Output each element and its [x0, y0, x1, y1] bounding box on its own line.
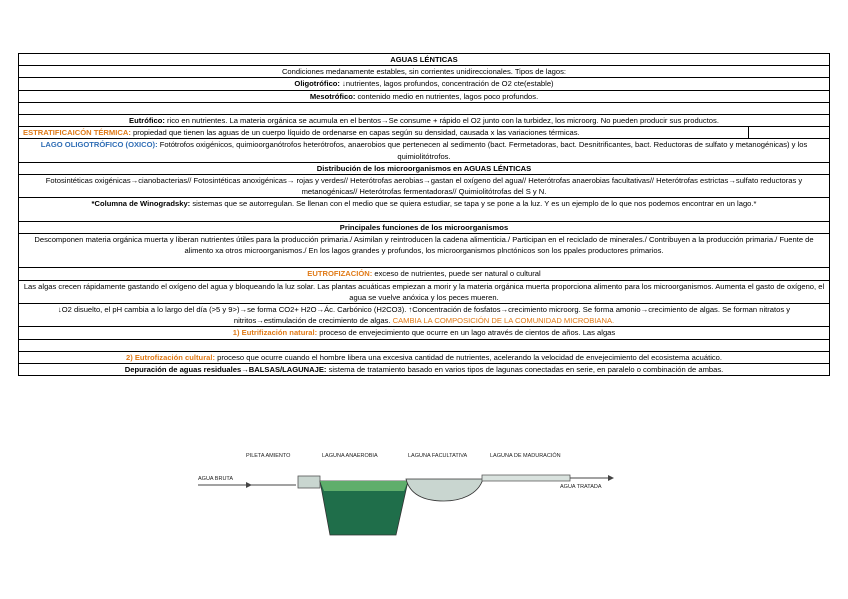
inflow-arrow [246, 482, 252, 488]
spacer-row-2 [19, 340, 829, 352]
label-pileta: PILETA AMIENTO [246, 453, 291, 459]
algas-row: Las algas crecen rápidamente gastando el oxígeno del agua y bloqueando la luz solar. Las plantas acuáticas empiezan a morir y la materia orgánica muerta proporciona alimento para los microorganismos. Aumenta el gasto de oxígeno, el agua se vuelve anóxica y los peces mueren. [19, 281, 829, 304]
label-agua-bruta: AGUA BRUTA [198, 476, 234, 482]
eut-cultural-row: 2) Eutrofización cultural: proceso que ocurre cuando el hombre libera una excesiva cantidad de nutrientes, acelerando la velocidad de envejecimiento del ecosistema acuático. [19, 352, 829, 364]
oligotrofico-row: Oligotrófico: ↓nutrientes, lagos profundos, concentración de O2 cte(estable) [19, 78, 829, 90]
estratificacion-row: ESTRATIFICAICÓN TÉRMICA: propiedad que tienen las aguas de un cuerpo líquido de ordenarse en capas según su densidad, causada x las variaciones térmicas. [19, 127, 829, 139]
mesotrofico-row: Mesotrófico: contenido medio en nutrientes, lagos poco profundos. [19, 91, 829, 103]
notes-table [18, 53, 830, 376]
lagoon-diagram [198, 451, 618, 546]
lagoon-diagram-svg [198, 451, 618, 546]
eutrofizacion-row: EUTROFIZACIÓN: exceso de nutrientes, puede ser natural o cultural [19, 268, 829, 280]
label-maduracion: LAGUNA DE MADURACIÓN [490, 453, 561, 459]
facultative-lagoon [406, 479, 483, 501]
distribucion-title-row: Distribución de los microorganismos en AGUAS LÉNTICAS [19, 163, 829, 175]
funciones-title-row: Principales funciones de los microorganismos [19, 222, 829, 234]
depuracion-row: Depuración de aguas residuales→BALSAS/LAGUNAJE: sistema de tratamiento basado en varios tipos de lagunas conectadas en serie, en paralelo o combinación de ambas. [124, 364, 724, 374]
label-agua-tratada: AGUA TRATADA [560, 484, 602, 490]
spacer-row [19, 103, 829, 115]
page-title: AGUAS LÉNTICAS [390, 55, 458, 64]
lago-oligo-row: LAGO OLIGOTRÓFICO (OXICO): Fotótrofos oxigénicos, quimioorganótrofos heterótrofos, anaerobios que pertenecen al sedimento (bact. Fermetadoras, bact. Desnitrificantes, bact. Reductoras de sulfato y metanogénicas) y los quimiolitótrofos. [19, 139, 829, 162]
pileta-basin [298, 476, 320, 488]
eut-natural-row: 1) Eutrifización natural: proceso de envejecimiento que ocurre en un lago através de cientos de años. Las algas [19, 327, 829, 339]
conditions-row: Condiciones medanamente estables, sin corrientes unidireccionales. Tipos de lagos: [19, 66, 829, 78]
funciones-row: Descomponen materia orgánica muerta y liberan nutrientes útiles para la producción primaria./ Asimilan y reintroducen la cadena alimenticia./ Participan en el reciclado de minerales./ Contribuyen a la producción primaria./ Fuente de alimento xa otros microorganismos./ En los lagos grandes y profundos, los microorganismos plnctónicos son los ppales productores primarios. [19, 234, 829, 269]
title-row [19, 54, 829, 66]
label-anaerobia: LAGUNA ANAEROBIA [322, 453, 378, 459]
winogradsky-row: *Columna de Winogradsky: sistemas que se autorregulan. Se llenan con el medio que se quiera estudiar, se tapa y se pone a la luz. Y es un ejemplo de lo que nos podemos encontrar en un lago.* [19, 198, 829, 221]
o2-row: ↓O2 disuelto, el pH cambia a lo largo del día (>5 y 9>)→se forma CO2+ H2O→Ác. Carbónico (H2CO3). ↑Concentración de fosfatos→crecimiento microorg. Se forma amonio→crecimiento de algas. Se forman nitratos y nitritos→estimulación de crecimiento de algas. CAMBIA LA COMPOSICIÓN DE LA COMUNIDAD MICROBIANA. [19, 304, 829, 327]
distribucion-row: Fotosintéticas oxigénicas→cianobacterias// Fotosintéticas anoxigénicas→ rojas y verdes// Heterótrofas aerobias→gastan el oxígeno del agua// Heterótrofas anaerobias facultativas// Heterótrofas estrictas→sulfato reductoras y metanogénicas// Heterótrofas fermentadoras// Quimiolitótrofas del S y N. [19, 175, 829, 198]
anaerobic-surface [320, 481, 408, 491]
empty-cell [748, 127, 829, 138]
label-facultativa: LAGUNA FACULTATIVA [408, 453, 468, 459]
eutrofico-row: Eutrófico: rico en nutrientes. La materia orgánica se acumula en el bentos→Se consume + rápido el O2 junto con la turbidez, los microorg. No pueden producir sus productos. [19, 115, 829, 127]
outflow-arrow [608, 475, 614, 481]
maturation-lagoon [482, 475, 570, 481]
